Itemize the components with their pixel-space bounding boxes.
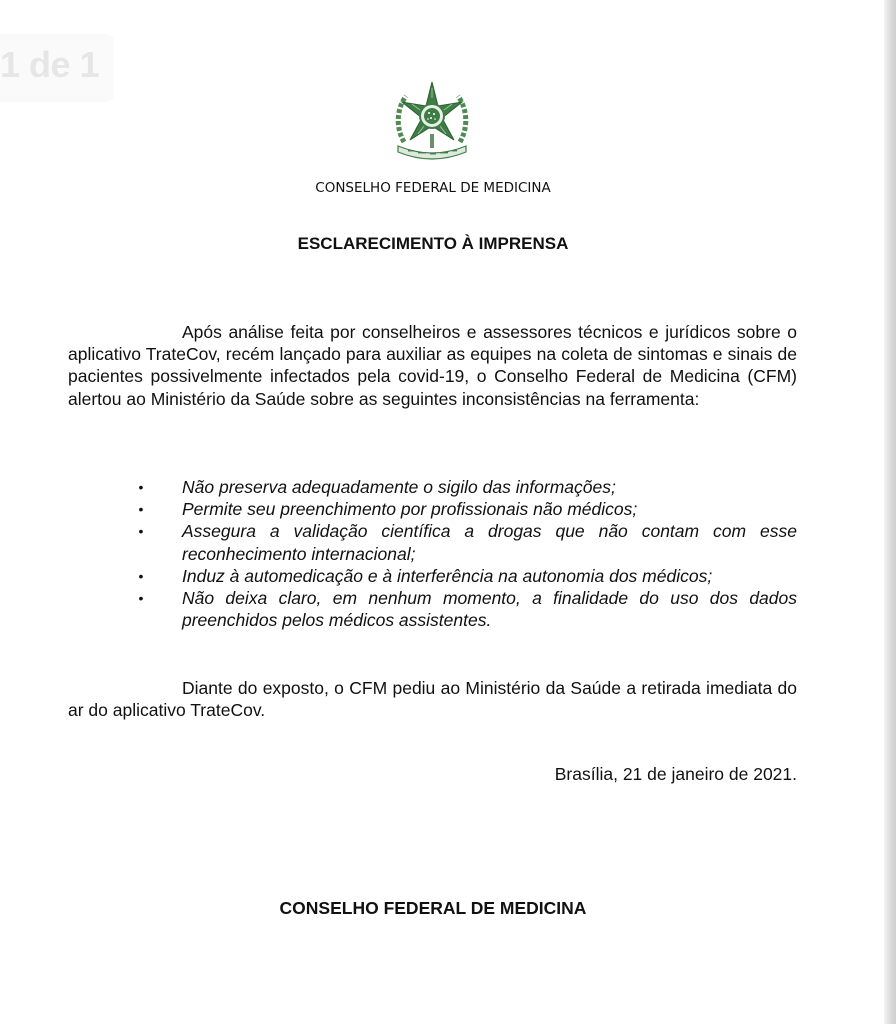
header-organization: CONSELHO FEDERAL DE MEDICINA: [315, 180, 551, 196]
paragraph-intro: Após análise feita por conselheiros e assessores técnicos e jurídicos sobre o aplicativo TrateCov, recém lançado para auxiliar as equipes na coleta de sintomas e sinais de pacientes possivelmente infectados pela covid-19, o Conselho Federal de Medicina (CFM) alertou ao Ministério da Saúde sobre as seguintes inconsistências na ferramenta:: [68, 322, 797, 409]
paragraph-conclusion: Diante do exposto, o CFM pediu ao Ministério da Saúde a retirada imediata do ar do aplicativo TrateCov.: [68, 678, 797, 721]
list-item: [134, 476, 797, 498]
list-item: [134, 498, 797, 520]
list-item-text: Permite seu preenchimento por profissionais não médicos;: [182, 499, 638, 520]
list-item: [134, 587, 797, 631]
list-item-text: Não deixa claro, em nenhum momento, a finalidade do uso dos dados preenchidos pelos médicos assistentes.: [182, 588, 797, 631]
bullet-marker: •: [138, 501, 144, 518]
page-edge-shadow: [884, 0, 896, 1024]
list-item-text: Induz à automedicação e à interferência na autonomia dos médicos;: [182, 565, 713, 586]
brazil-coat-of-arms-icon: [392, 80, 472, 162]
bullet-marker: •: [138, 590, 144, 607]
page-indicator-label: 1 de 1: [0, 44, 100, 85]
list-item-text: Assegura a validação científica a drogas que não contam com esse reconhecimento internacional;: [182, 521, 797, 564]
list-item-text: Não preserva adequadamente o sigilo das informações;: [182, 477, 616, 497]
inconsistencies-list: [134, 476, 797, 631]
page-indicator: [0, 34, 114, 102]
bullet-marker: •: [138, 523, 144, 540]
bullet-marker: •: [138, 567, 144, 584]
list-item: [134, 565, 797, 587]
signature: CONSELHO FEDERAL DE MEDICINA: [279, 898, 587, 918]
bullet-marker: •: [138, 479, 144, 495]
list-item: [134, 520, 797, 564]
document-title: ESCLARECIMENTO À IMPRENSA: [297, 234, 569, 253]
date-line: Brasília, 21 de janeiro de 2021.: [554, 764, 797, 784]
